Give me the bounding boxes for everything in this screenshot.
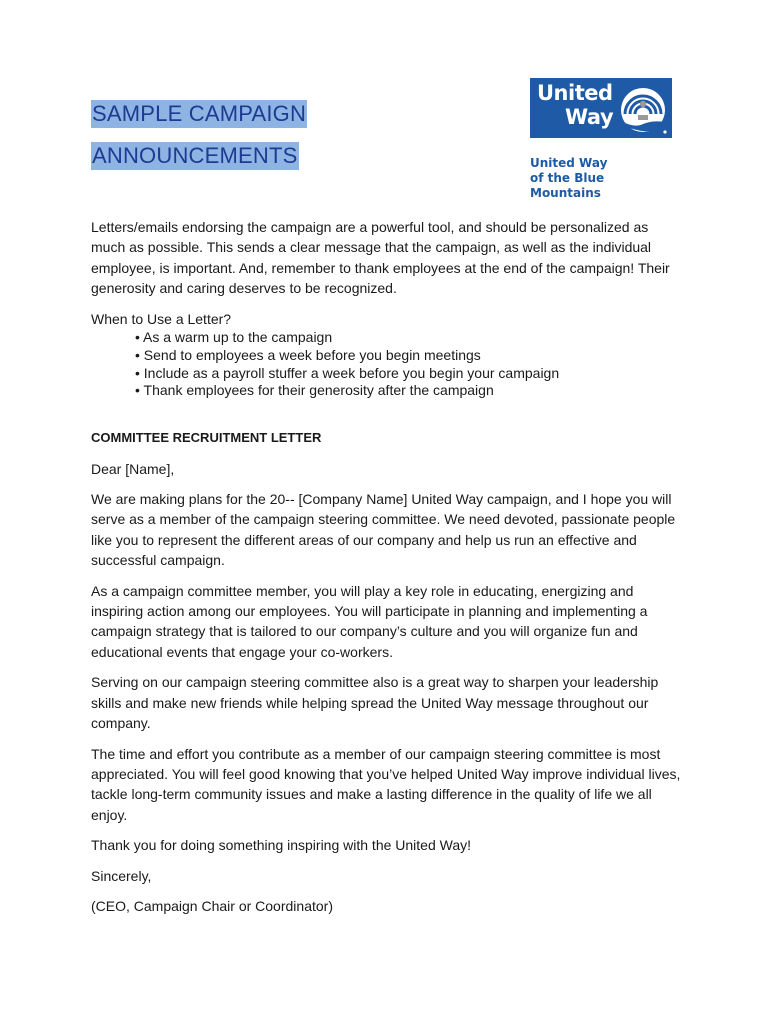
bullet-item: • As a warm up to the campaign xyxy=(135,329,681,347)
bullet-item: • Include as a payroll stuffer a week before you begin your campaign xyxy=(135,365,681,383)
letter-paragraph: Thank you for doing something inspiring with the United Way! xyxy=(91,837,472,854)
bullet-item: • Send to employees a week before you begin meetings xyxy=(135,347,681,365)
letter-paragraph: Serving on our campaign steering committee also is a great way to sharpen your leadership skills and make new friends while helping spread the United Way message throughout our company. xyxy=(91,674,659,732)
united-way-hand-rainbow-icon xyxy=(617,80,669,136)
united-way-logo xyxy=(530,78,672,201)
title-line-2: ANNOUNCEMENTS xyxy=(92,143,298,168)
document-body xyxy=(91,217,681,926)
logo-word-way: Way xyxy=(565,105,614,129)
intro-paragraph: Letters/emails endorsing the campaign are a powerful tool, and should be personalized as much as possible. This sends a clear message that the campaign, as well as the individual employee, is important. And, remember to thank employees at the end of the campaign! Their generosity and caring deserves to be recognized. xyxy=(91,219,670,297)
logo-subtitle-line-2: of the Blue Mountains xyxy=(530,171,605,200)
section-heading: COMMITTEE RECRUITMENT LETTER xyxy=(91,430,322,446)
logo-word-united: United xyxy=(537,81,613,105)
title-line-1: SAMPLE CAMPAIGN xyxy=(92,101,307,126)
letter-paragraph: We are making plans for the 20-- [Company Name] United Way campaign, and I hope you will serve as a member of the campaign steering committee. We need devoted, passionate people like you to represent the different areas of our company and help us run an effective and successful campaign. xyxy=(91,491,676,569)
letter-paragraph: The time and effort you contribute as a member of our campaign steering committee is most appreciated. You will feel good knowing that you’ve helped United Way improve individual lives, tackle long-term community issues and make a lasting difference in the quality of life we all enjoy. xyxy=(91,745,681,823)
bullet-item: • Thank employees for their generosity after the campaign xyxy=(135,382,681,400)
page-title xyxy=(91,100,307,170)
usage-bullet-list xyxy=(91,329,681,400)
logo-wordmark xyxy=(537,81,613,129)
letter-salutation: Dear [Name], xyxy=(91,460,175,477)
logo-subtitle-line-1: United Way xyxy=(530,156,608,170)
when-to-use-label: When to Use a Letter? xyxy=(91,310,232,327)
letter-paragraph: As a campaign committee member, you will play a key role in educating, energizing and inspiring action among our employees. You will participate in planning and implementing a campaign strategy that is tailored to our company’s culture and you will organize fun and educational events that engage your co-workers. xyxy=(91,582,648,660)
logo-box xyxy=(530,78,672,138)
letter-signature: (CEO, Campaign Chair or Coordinator) xyxy=(91,897,333,914)
letter-closing: Sincerely, xyxy=(91,867,152,884)
logo-subtitle xyxy=(530,156,672,201)
